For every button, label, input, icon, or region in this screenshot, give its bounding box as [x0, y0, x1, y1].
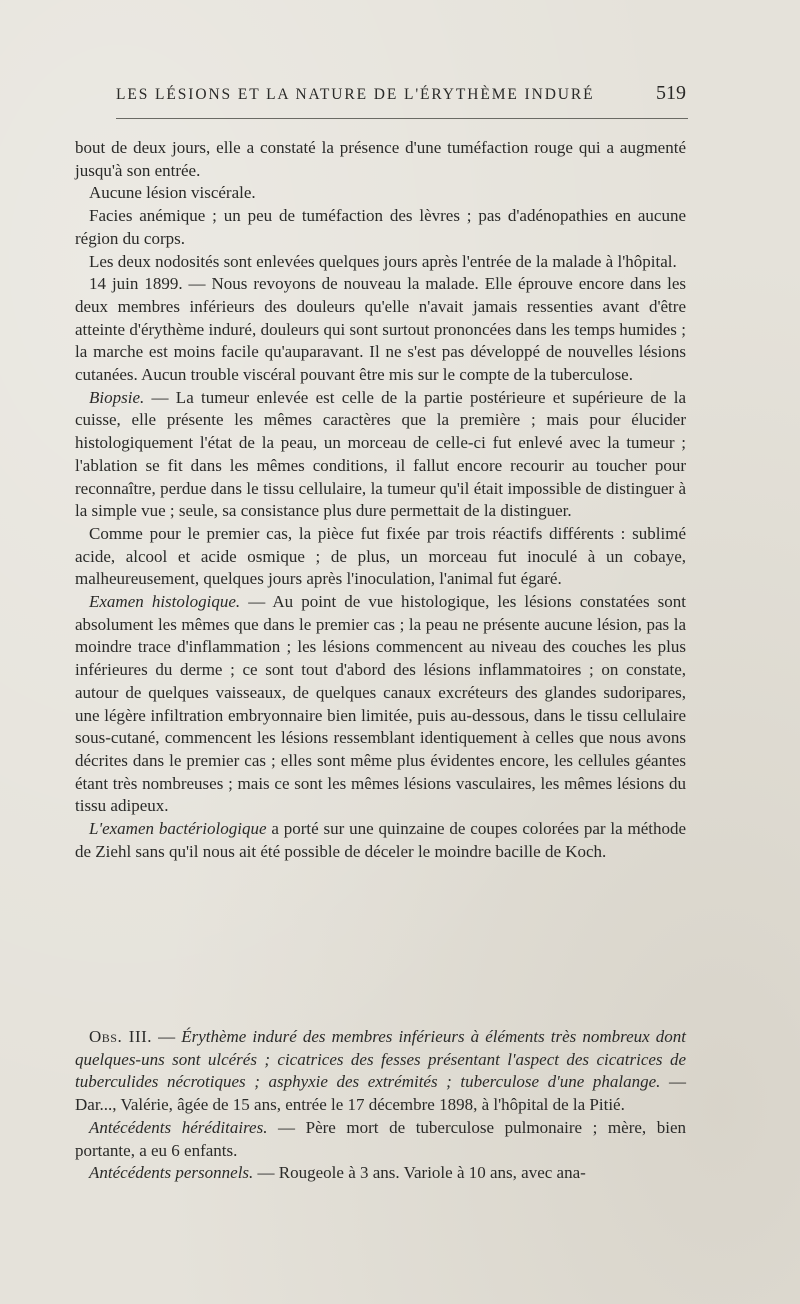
histologie-label: Examen histologique. — [89, 592, 241, 612]
paragraph-nodosites: Les deux nodosités sont enlevées quelques jours après l'entrée de la malade à l'hôpital. — [89, 251, 677, 271]
biopsie-label: Biopsie. — [89, 387, 145, 407]
paragraph-personnels — [75, 1162, 686, 1185]
paragraph-hereditaires — [75, 1117, 686, 1162]
observation-dash: — — [152, 1027, 182, 1046]
observation-heading — [75, 1026, 686, 1117]
paragraph-fixation: Comme pour le premier cas, la pièce fut fixée par trois réactifs différents : sublimé acide, alcool et acide osmique ; de plus, un morceau fut inoculé à un cobaye, malheureusement, quelques jours après l'inoculation, l'animal fut égaré. — [75, 523, 686, 589]
header-rule — [116, 118, 688, 119]
running-head: LES LÉSIONS ET LA NATURE DE L'ÉRYTHÈME INDURÉ — [116, 86, 595, 103]
paragraph-bacteriologie — [75, 818, 686, 863]
bacteriologie-label: L'examen bactériologique — [89, 819, 267, 839]
observation-section — [75, 1026, 686, 1185]
personnels-label: Antécédents personnels. — [89, 1163, 254, 1183]
personnels-text: — Rougeole à 3 ans. Variole à 10 ans, avec ana- — [253, 1163, 586, 1183]
biopsie-text: — La tumeur enlevée est celle de la partie postérieure et supérieure de la cuisse, elle présente les mêmes caractères que la première ; mais pour élucider histologiquement l'état de la peau, un morceau de celle-ci fut enlevé avec la tumeur ; l'ablation se fit dans les mêmes conditions, il fallut encore recourir au toucher pour reconnaître, perdue dans le tissu cellulaire, la tumeur qu'il était impossible de distinguer à la simple vue ; seule, sa consistance plus dure permettait de la distinguer. — [75, 387, 686, 521]
paragraph-continuation: bout de deux jours, elle a constaté la présence d'une tuméfaction rouge qui a augmenté jusqu'à son entrée. — [75, 138, 686, 180]
paragraph-visceral: Aucune lésion viscérale. — [89, 183, 256, 203]
hereditaires-text: — Père mort de tuberculose pulmonaire ; mère, bien portante, a eu 6 enfants. — [75, 1117, 687, 1160]
main-text — [75, 137, 686, 864]
paragraph-facies: Facies anémique ; un peu de tuméfaction des lèvres ; pas d'adénopathies en aucune région du corps. — [75, 206, 686, 248]
observation-patient: — Dar..., Valérie, âgée de 15 ans, entrée le 17 décembre 1898, à l'hôpital de la Pitié. — [75, 1072, 687, 1115]
paragraph-june-1899: 14 juin 1899. — Nous revoyons de nouveau la malade. Elle éprouve encore dans les deux membres inférieurs des douleurs qu'elle n'avait jamais ressenties avant d'être atteinte d'érythème induré, douleurs qui sont surtout prononcées dans les temps humides ; la marche est moins facile qu'auparavant. Il ne s'est pas développé de nouvelles lésions cutanées. Aucun trouble viscéral pouvant être mis sur le compte de la tuberculose. — [75, 274, 686, 385]
observation-label: Obs. III. — [89, 1027, 153, 1046]
observation-title: Érythème induré des membres inférieurs à éléments très nombreux dont quelques-uns sont ulcérés ; cicatrices des fesses présentant l'aspect des cicatrices de tuberculides nécrotiques ; asphyxie des extrémités ; tuberculose d'une phalange. — [75, 1027, 687, 1092]
paragraph-biopsie — [75, 387, 686, 523]
paragraph-histologie — [75, 591, 686, 818]
hereditaires-label: Antécédents héréditaires. — [89, 1117, 268, 1137]
histologie-text: — Au point de vue histologique, les lésions constatées sont absolument les mêmes que dans le premier cas ; la peau ne présente aucune lésion, pas la moindre trace d'inflammation ; les lésions commencent au niveau des couches les plus inférieures du derme ; ce sont tout d'abord des lésions inflammatoires ; on constate, autour de quelques vaisseaux, de quelques canaux excréteurs des glandes sudoripares, une légère infiltration embryonnaire bien limitée, puis au-dessous, dans le tissu cellulaire sous-cutané, commencent les lésions ressemblant identiquement à celles que nous avons décrites dans le premier cas ; elles sont même plus évidentes encore, les cellules géantes étant très nombreuses ; mais ce sont les mêmes lésions vasculaires, les mêmes lésions du tissu adipeux. — [75, 592, 686, 816]
bacteriologie-text: a porté sur une quinzaine de coupes colorées par la méthode de Ziehl sans qu'il nous ait été possible de déceler le moindre bacille de Koch. — [75, 819, 687, 861]
page-header — [116, 78, 686, 110]
page-number: 519 — [656, 82, 686, 104]
